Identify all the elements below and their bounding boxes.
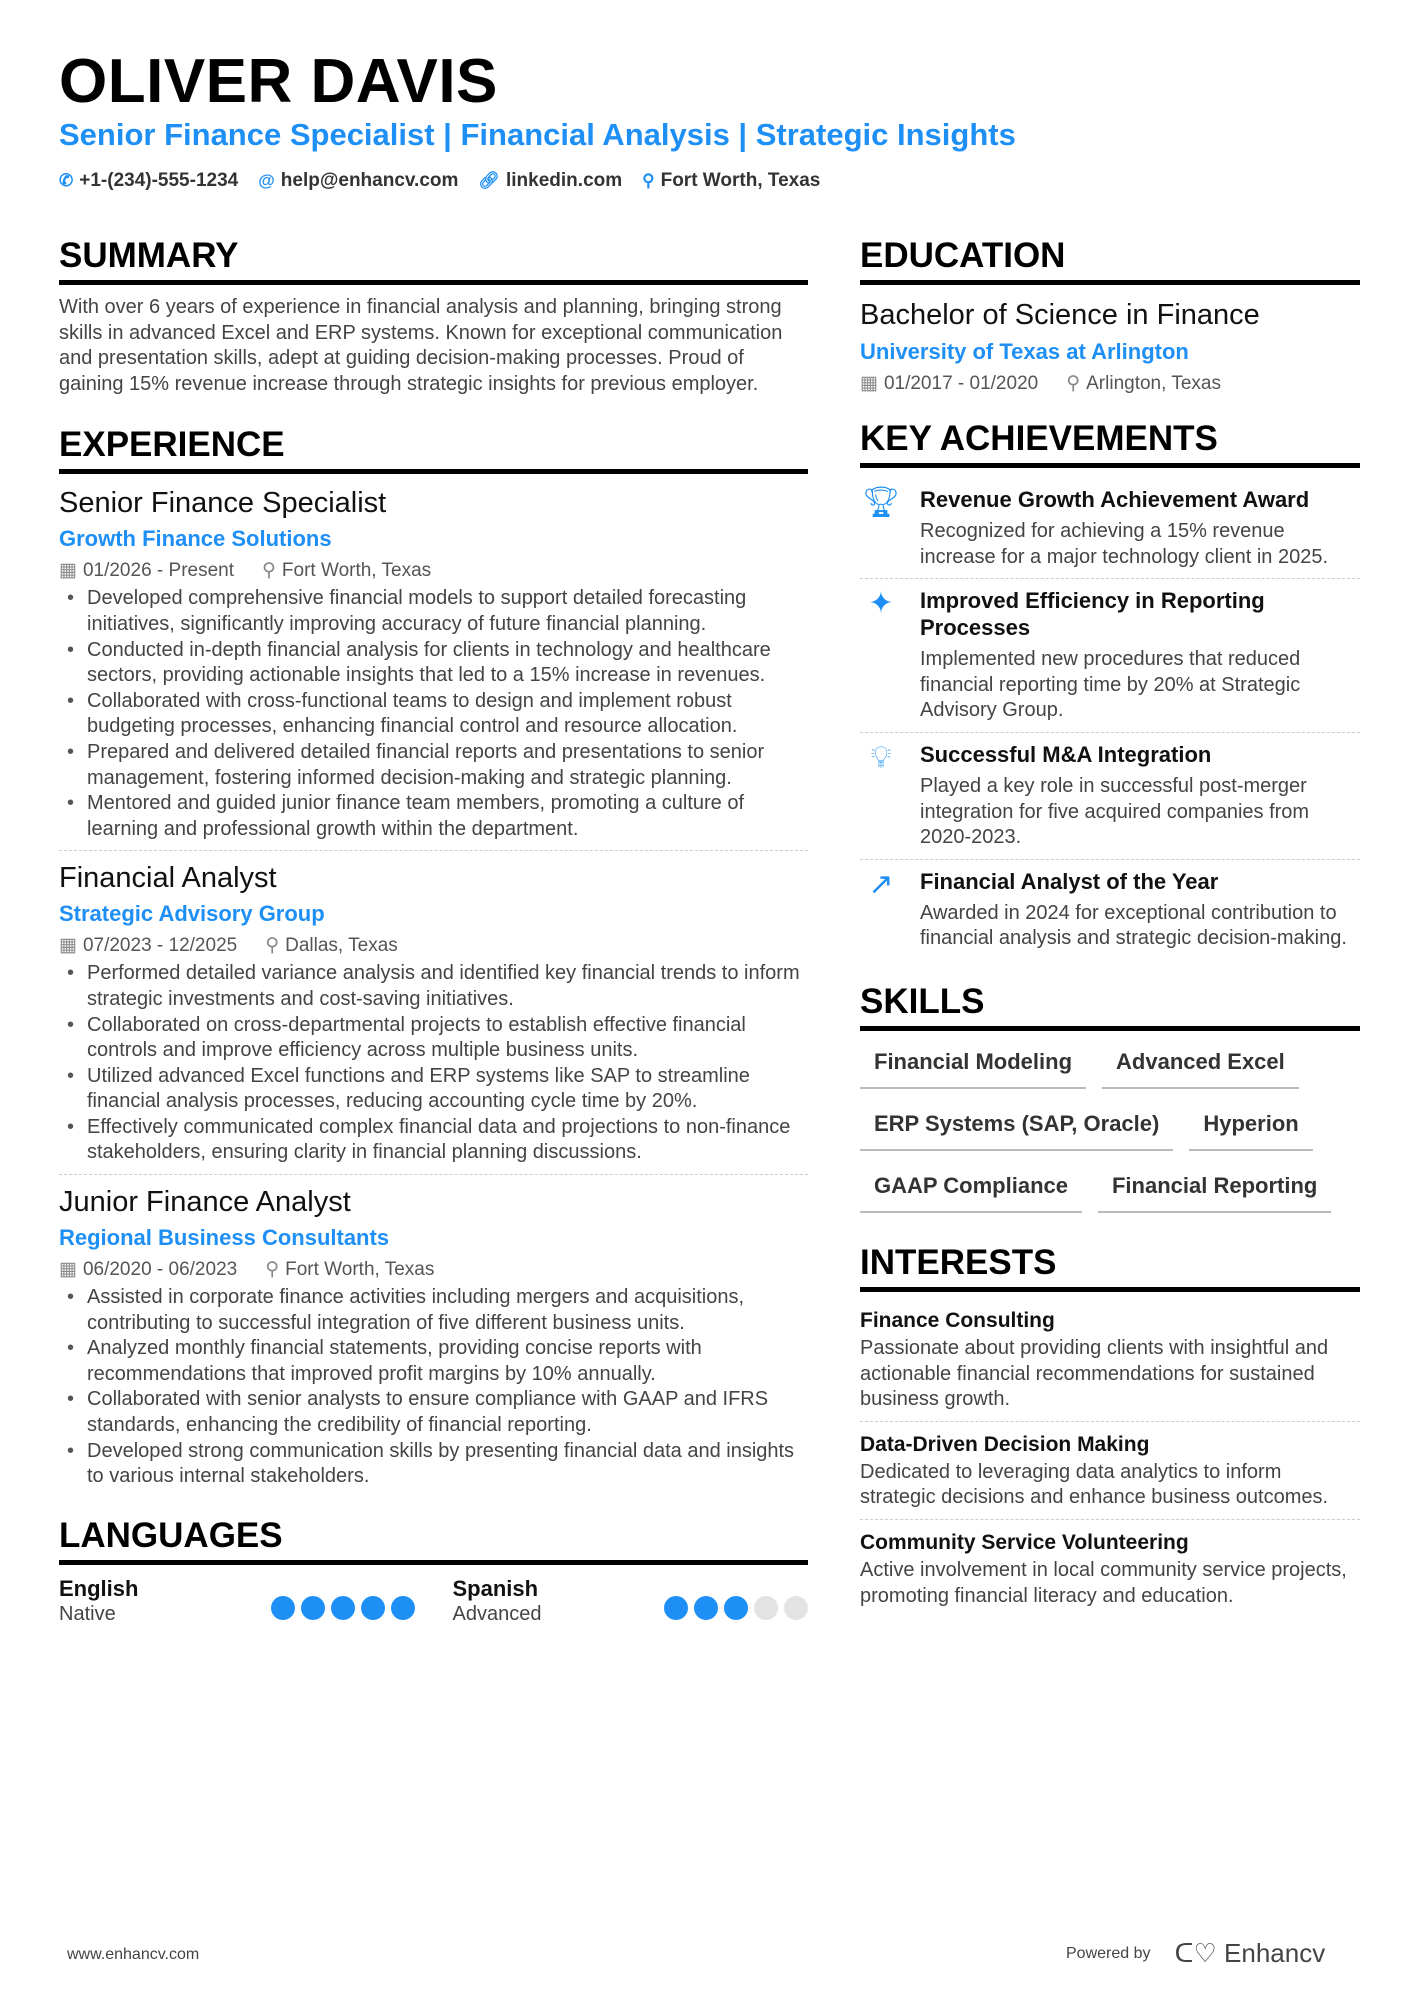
job-bullet: • Collaborated with senior analysts to ensure compliance with GAAP and IFRS standards, enhancing the credibility of financial reporting. <box>59 1387 808 1438</box>
rating-dot <box>664 1596 688 1620</box>
achievements-heading: KEY ACHIEVEMENTS <box>860 419 1360 468</box>
calendar-icon: ▦ <box>59 1259 77 1281</box>
interests-heading: INTERESTS <box>860 1243 1360 1292</box>
location-icon: ⚲ <box>1066 373 1081 394</box>
link-icon: 🔗︎ <box>478 171 500 190</box>
achievement-title: Improved Efficiency in Reporting Processes <box>920 588 1265 641</box>
languages-heading: LANGUAGES <box>59 1516 808 1565</box>
job-bullets <box>59 1285 808 1490</box>
location-icon: ⚲ <box>265 1259 280 1281</box>
left-column <box>59 218 808 1627</box>
job-bullet: • Performed detailed variance analysis and identified key financial trends to inform strategic investments and cost-saving initiatives. <box>59 961 808 1012</box>
job-title: Junior Finance Analyst <box>59 1186 351 1219</box>
contact-bar <box>59 170 820 192</box>
job-location: Fort Worth, Texas <box>285 1259 435 1281</box>
job-entry <box>59 859 808 1175</box>
achievement-text: Implemented new procedures that reduced financial reporting time by 20% at Strategic Advisory Group. <box>920 648 1301 722</box>
interest-text: Active involvement in local community service projects, promoting financial literacy and education. <box>860 1558 1347 1607</box>
job-meta <box>59 931 808 961</box>
skill-tag: Advanced Excel <box>1102 1041 1299 1089</box>
job-dates: 01/2026 - Present <box>82 560 234 582</box>
location-icon: ⚲ <box>262 560 276 582</box>
job-meta <box>59 556 808 586</box>
enhancv-logo-icon: ᑕ♡ <box>1174 1938 1225 1968</box>
enhancv-logo[interactable] <box>1175 1938 1326 1969</box>
interest-title: Data-Driven Decision Making <box>860 1432 1150 1456</box>
rating-dot <box>784 1596 808 1620</box>
interest-item <box>860 1524 1360 1617</box>
skill-tag: Financial Reporting <box>1098 1165 1331 1213</box>
location-icon: ⚲ <box>642 171 655 190</box>
rating-dot <box>301 1596 325 1620</box>
contact-phone[interactable] <box>59 170 238 192</box>
rating-dot <box>391 1596 415 1620</box>
email-text: help@enhancv.com <box>280 170 459 191</box>
job-title: Financial Analyst <box>59 862 277 895</box>
education-heading: EDUCATION <box>860 236 1360 285</box>
education-meta <box>860 369 1360 399</box>
summary-heading: SUMMARY <box>59 236 808 285</box>
job-dates: 06/2020 - 06/2023 <box>82 1259 238 1281</box>
job-entry <box>59 1183 808 1498</box>
contact-location <box>642 170 820 192</box>
contact-linkedin[interactable] <box>478 170 622 192</box>
experience-heading: EXPERIENCE <box>59 425 808 474</box>
job-company: Regional Business Consultants <box>59 1225 390 1251</box>
job-bullets <box>59 586 808 842</box>
language-level: Advanced <box>452 1602 542 1625</box>
location-text: Fort Worth, Texas <box>660 170 821 191</box>
rating-dot <box>271 1596 295 1620</box>
job-bullet: • Developed strong communication skills by presenting financial data and insights to various internal stakeholders. <box>59 1439 808 1490</box>
language-level: Native <box>59 1602 116 1625</box>
rating-dot <box>361 1596 385 1620</box>
interest-item <box>860 1302 1360 1422</box>
rating-dot <box>754 1596 778 1620</box>
skill-tag: Hyperion <box>1189 1103 1312 1151</box>
job-bullet: • Utilized advanced Excel functions and ERP systems like SAP to streamline financial analysis processes, reducing accounting cycle time by 20%. <box>59 1064 808 1115</box>
job-bullet: • Assisted in corporate finance activities including mergers and acquisitions, contributing to successful integration of five different business units. <box>59 1285 808 1336</box>
rating-dot <box>694 1596 718 1620</box>
education-degree: Bachelor of Science in Finance <box>860 299 1260 331</box>
job-company: Growth Finance Solutions <box>59 526 332 552</box>
skill-tag: ERP Systems (SAP, Oracle) <box>860 1103 1173 1151</box>
magic-wand-icon: ✦ <box>868 587 894 621</box>
linkedin-text: linkedin.com <box>506 170 623 191</box>
language-rating <box>664 1575 808 1628</box>
job-title: Senior Finance Specialist <box>59 487 387 520</box>
job-company: Strategic Advisory Group <box>59 901 325 927</box>
footer-branding <box>1066 1938 1325 1969</box>
language-name: Spanish <box>452 1575 539 1601</box>
job-entry <box>59 484 808 851</box>
at-icon: @ <box>258 171 275 190</box>
education-location: Arlington, Texas <box>1086 373 1221 394</box>
achievement-item <box>860 579 1360 733</box>
job-bullet: • Collaborated on cross-departmental projects to establish effective financial controls and improve efficiency across multiple business units. <box>59 1013 808 1064</box>
job-bullet: • Mentored and guided junior finance team members, promoting a culture of learning and professional growth within the department. <box>59 791 808 842</box>
calendar-icon: ▦ <box>59 935 77 957</box>
phone-icon: ✆ <box>59 171 74 190</box>
language-item <box>453 1575 809 1628</box>
achievement-text: Awarded in 2024 for exceptional contribution to financial analysis and strategic decision-making. <box>920 901 1347 950</box>
job-bullet: • Effectively communicated complex financial data and projections to non-finance stakeholders, ensuring clarity in financial planning discussions. <box>59 1115 808 1166</box>
languages-list <box>59 1575 808 1628</box>
achievements-list <box>860 478 1360 960</box>
language-name: English <box>59 1575 139 1601</box>
achievement-text: Played a key role in successful post-merger integration for five acquired companies from 2020-2023. <box>920 774 1310 849</box>
skill-tag: Financial Modeling <box>860 1041 1086 1089</box>
footer-url[interactable]: www.enhancv.com <box>67 1946 200 1963</box>
achievement-title: Successful M&A Integration <box>920 741 1212 767</box>
rating-dot <box>331 1596 355 1620</box>
skills-heading: SKILLS <box>860 982 1360 1031</box>
lightbulb-icon: 💡︎ <box>870 740 892 774</box>
brand-text: Enhancv <box>1224 1938 1326 1968</box>
achievement-title: Revenue Growth Achievement Award <box>920 487 1310 512</box>
trophy-icon: 🏆︎ <box>861 486 901 519</box>
job-bullet: • Prepared and delivered detailed financial reports and presentations to senior management, fostering informed decision-making and strategic planning. <box>59 740 808 791</box>
job-bullets <box>59 961 808 1166</box>
job-bullet: • Conducted in-depth financial analysis for clients in technology and healthcare sectors, providing actionable insights that led to a 15% increase in revenues. <box>59 638 808 689</box>
location-icon: ⚲ <box>265 935 280 957</box>
education-school: University of Texas at Arlington <box>860 339 1189 364</box>
strategy-icon: ↗ <box>868 867 894 901</box>
experience-list <box>59 484 808 1497</box>
achievement-title: Financial Analyst of the Year <box>920 868 1219 894</box>
summary-text: With over 6 years of experience in financial analysis and planning, bringing strong skills in advanced Excel and ERP systems. Known for exceptional communication and presentation skills, adept at guiding decision-making processes. Proud of gaining 15% revenue increase through strategic insights for previous employer. <box>59 296 783 395</box>
job-meta <box>59 1255 808 1285</box>
achievement-text: Recognized for achieving a 15% revenue increase for a major technology client in 2025. <box>920 520 1329 568</box>
achievement-item <box>860 733 1360 860</box>
interest-title: Finance Consulting <box>860 1308 1055 1332</box>
job-bullet: • Collaborated with cross-functional teams to design and implement robust budgeting processes, enhancing financial control and resource allocation. <box>59 689 808 740</box>
skills-list <box>860 1041 1360 1213</box>
job-location: Fort Worth, Texas <box>281 560 432 582</box>
interest-text: Passionate about providing clients with insightful and actionable financial recommendations for sustained business growth. <box>860 1336 1329 1411</box>
interest-item <box>860 1426 1360 1520</box>
job-dates: 07/2023 - 12/2025 <box>82 935 238 957</box>
job-bullet: • Analyzed monthly financial statements, providing concise reports with recommendations that improved profit margins by 10% annually. <box>59 1336 808 1387</box>
powered-by-text: Powered by <box>1066 1944 1151 1962</box>
interests-list <box>860 1302 1360 1617</box>
education-dates: 01/2017 - 01/2020 <box>883 373 1039 394</box>
headline: Senior Finance Specialist | Financial Analysis | Strategic Insights <box>59 117 1016 152</box>
candidate-name: OLIVER DAVIS <box>59 47 498 116</box>
language-rating <box>271 1575 415 1628</box>
phone-text: +1-(234)-555-1234 <box>79 170 239 191</box>
interest-title: Community Service Volunteering <box>860 1530 1189 1554</box>
achievement-item <box>860 478 1360 579</box>
calendar-icon: ▦ <box>860 373 878 394</box>
right-column <box>860 218 1360 1621</box>
contact-email[interactable] <box>258 170 458 192</box>
calendar-icon: ▦ <box>59 560 77 582</box>
job-bullet: • Developed comprehensive financial models to support detailed forecasting initiatives, significantly improving accuracy of future financial planning. <box>59 586 808 637</box>
skill-tag: GAAP Compliance <box>860 1165 1082 1213</box>
job-location: Dallas, Texas <box>285 935 398 957</box>
interest-text: Dedicated to leveraging data analytics to inform strategic decisions and enhance business outcomes. <box>860 1460 1329 1509</box>
rating-dot <box>724 1596 748 1620</box>
language-item <box>59 1575 415 1628</box>
achievement-item <box>860 860 1360 960</box>
